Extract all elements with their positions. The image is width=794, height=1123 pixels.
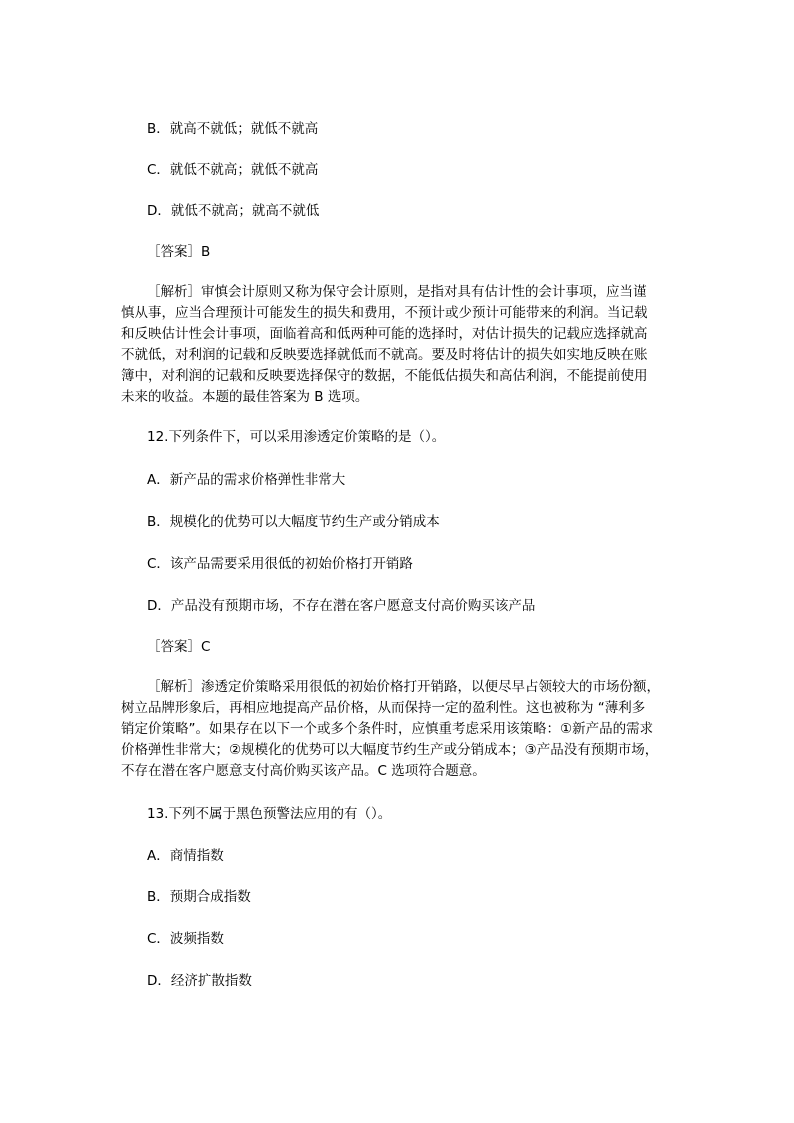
- q12-option-a: A．新产品的需求价格弹性非常大: [147, 472, 346, 488]
- q11-option-b: B．就高不就低；就低不就高: [147, 121, 319, 137]
- analysis-line: ［解析］审慎会计原则又称为保守会计原则，是指对具有估计性的会计事项，应当谨: [147, 284, 647, 300]
- analysis-line: 未来的收益。本题的最佳答案为 B 选项。: [121, 389, 369, 405]
- q11-option-d: D．就低不就高；就高不就低: [147, 203, 320, 219]
- analysis-line: 不就低，对利润的记载和反映要选择就低而不就高。要及时将估计的损失如实地反映在账: [121, 347, 648, 363]
- q12-option-b: B．规模化的优势可以大幅度节约生产或分销成本: [147, 514, 440, 530]
- analysis-line: 销定价策略”。如果存在以下一个或多个条件时，应慎重考虑采用该策略：①新产品的需求: [121, 721, 654, 737]
- q11-option-c: C．就低不就高；就低不就高: [147, 162, 319, 178]
- analysis-line: 簿中，对利润的记载和反映要选择保守的数据，不能低估损失和高估利润，不能提前使用: [121, 368, 648, 384]
- q13-option-d: D．经济扩散指数: [147, 973, 252, 989]
- q11-analysis: [121, 282, 681, 408]
- q12-question: 12.下列条件下，可以采用渗透定价策略的是（）。: [147, 429, 446, 445]
- q13-option-b: B．预期合成指数: [147, 889, 251, 905]
- q12-answer: ［答案］C: [147, 639, 211, 655]
- analysis-line: ［解析］渗透定价策略采用很低的初始价格打开销路，以便尽早占领较大的市场份额，: [147, 679, 660, 695]
- q13-question: 13.下列不属于黑色预警法应用的有（）。: [147, 806, 392, 822]
- analysis-line: 和反映估计性会计事项，面临着高和低两种可能的选择时，对估计损失的记载应选择就高: [121, 326, 648, 342]
- q12-option-d: D．产品没有预期市场，不存在潜在客户愿意支付高价购买该产品: [147, 598, 536, 614]
- q12-option-c: C．该产品需要采用很低的初始价格打开销路: [147, 556, 413, 572]
- analysis-line: 不存在潜在客户愿意支付高价购买该产品。C 选项符合题意。: [121, 763, 486, 779]
- analysis-line: 价格弹性非常大；②规模化的优势可以大幅度节约生产或分销成本；③产品没有预期市场，: [121, 742, 659, 758]
- q12-analysis: [121, 677, 681, 782]
- q13-option-a: A．商情指数: [147, 848, 224, 864]
- q11-answer: ［答案］B: [147, 244, 211, 260]
- q13-option-c: C．波频指数: [147, 931, 224, 947]
- analysis-line: 树立品牌形象后，再相应地提高产品价格，从而保持一定的盈利性。这也被称为 “薄利多: [121, 700, 646, 716]
- analysis-line: 慎从事，应当合理预计可能发生的损失和费用，不预计或少预计可能带来的利润。当记载: [121, 305, 648, 321]
